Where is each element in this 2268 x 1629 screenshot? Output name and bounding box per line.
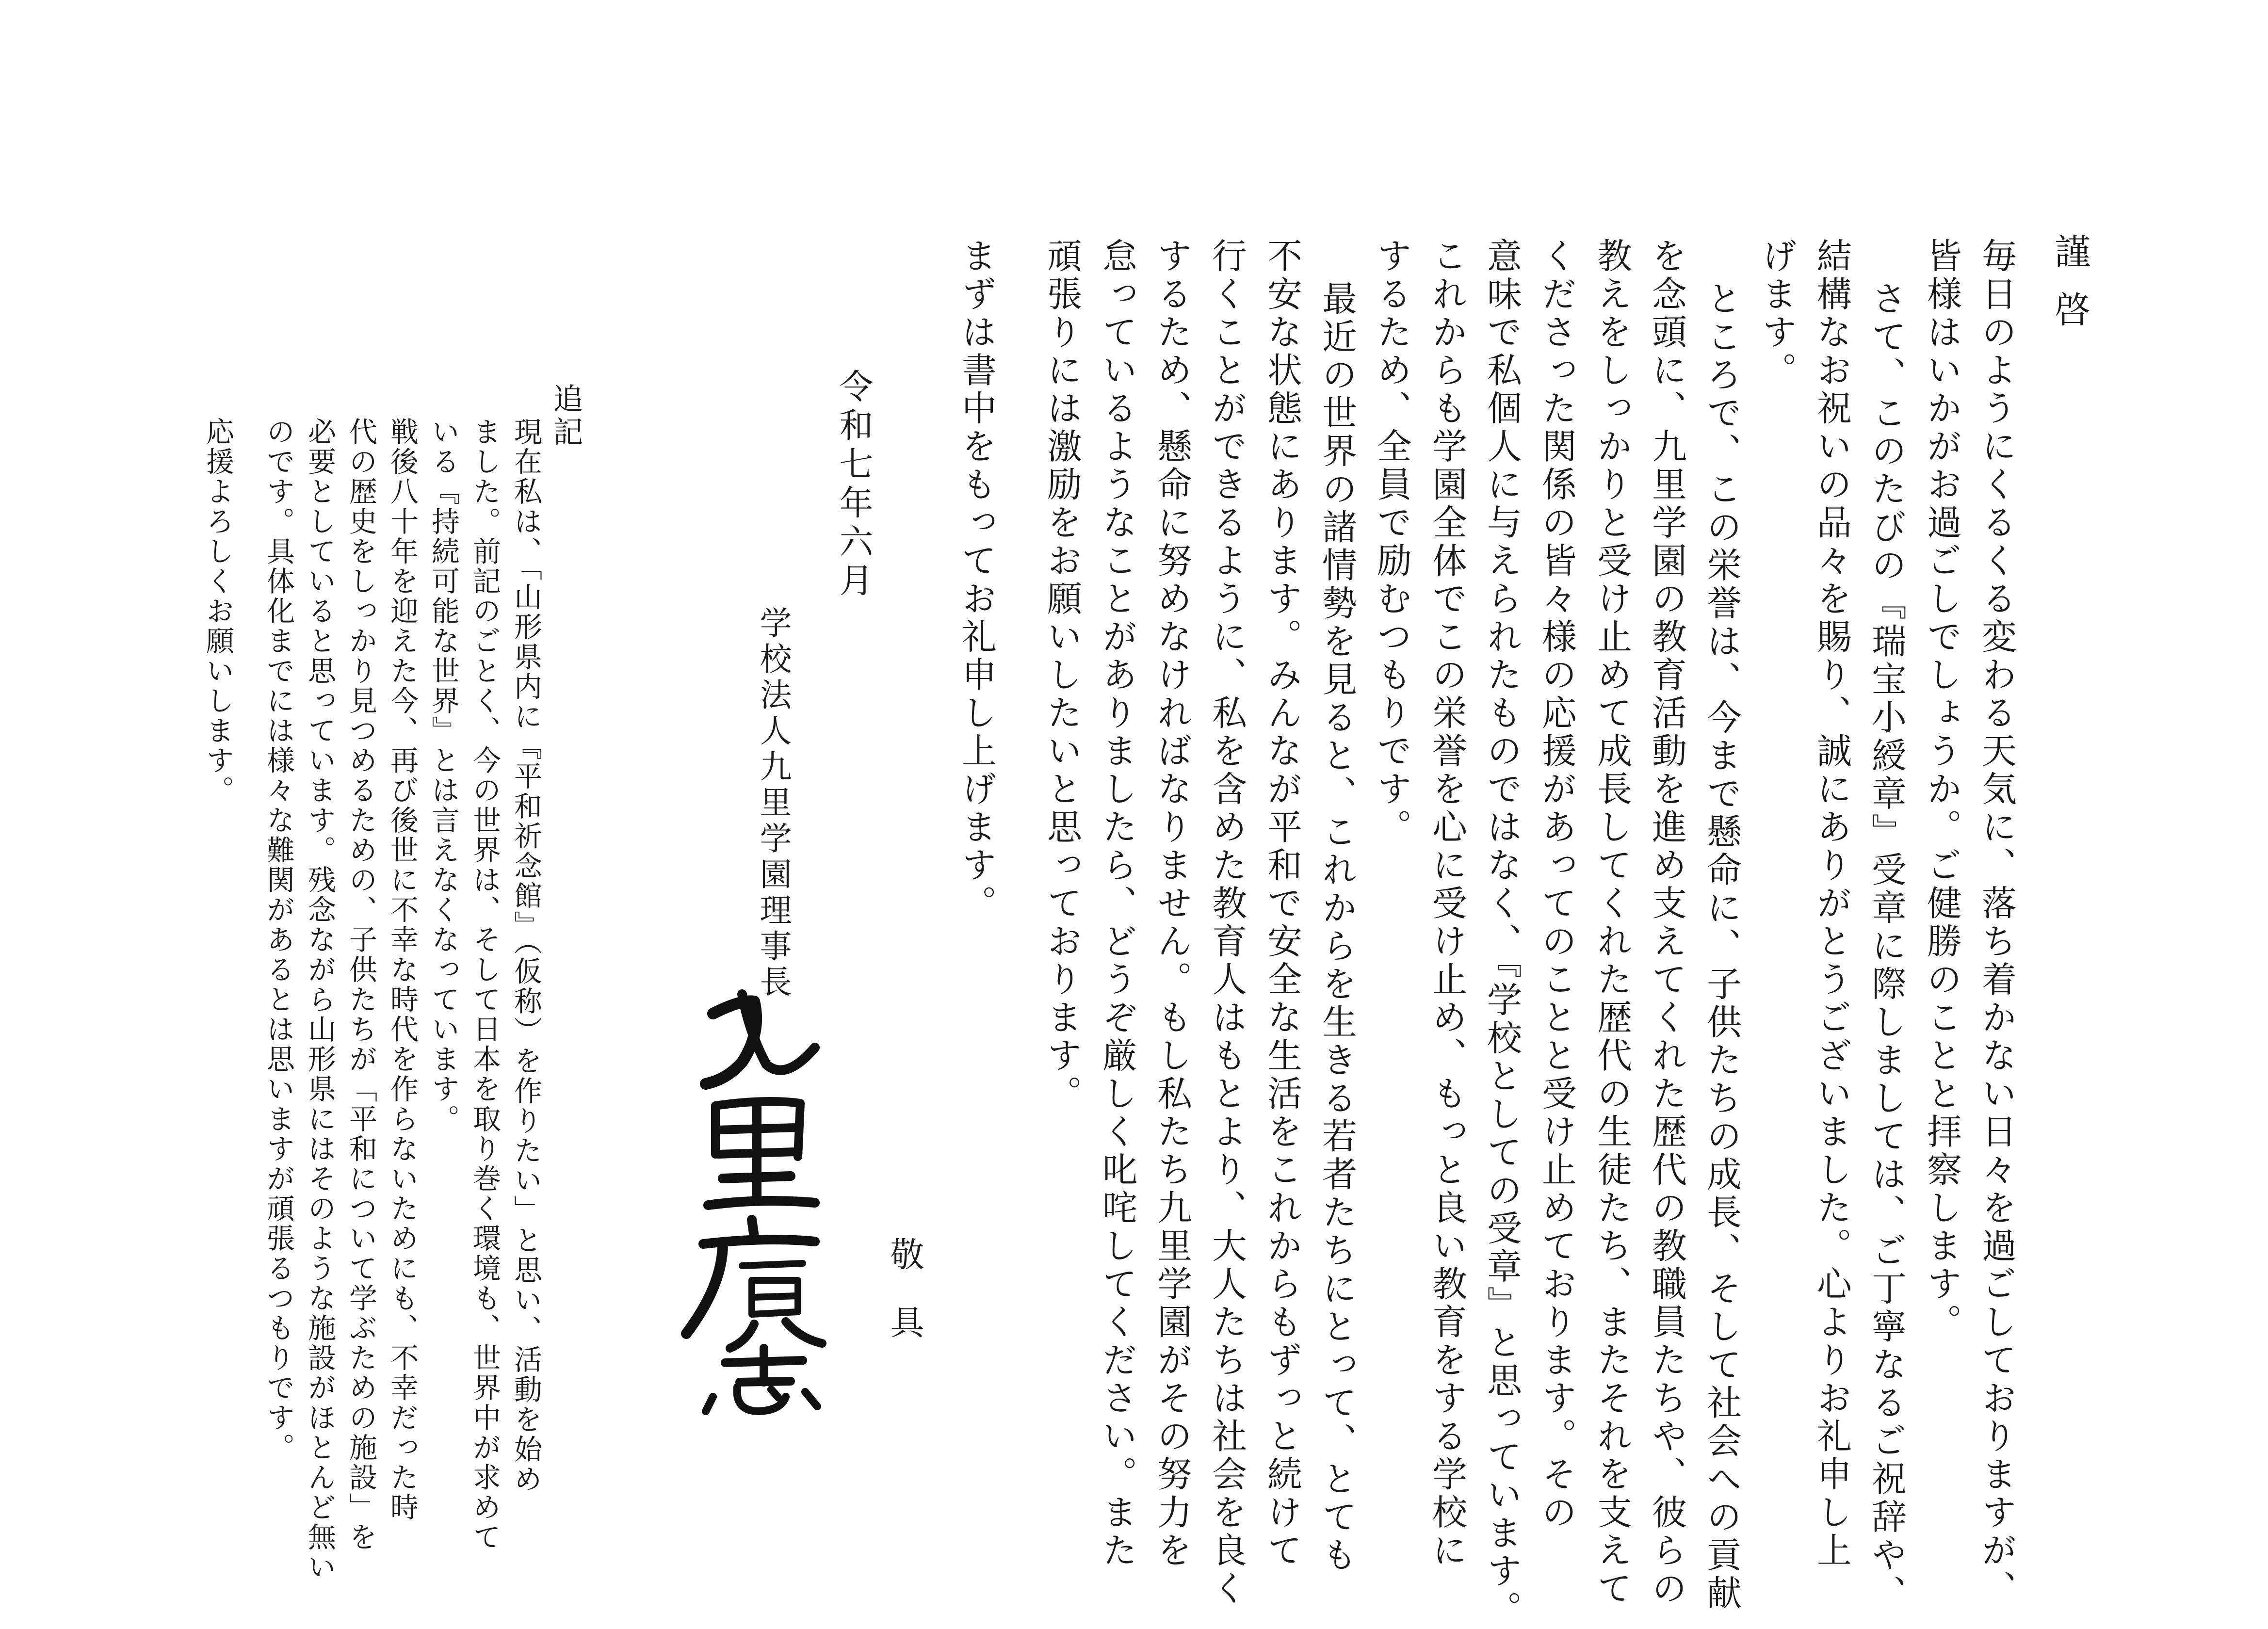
postscript-line: 必要としていると思っています。残念ながら山形県にはそのような施設がほとんど無い [303, 417, 336, 1582]
postscript-line: のです。具体化までには様々な難関があるとは思いますが頑張るつもりです。 [262, 417, 295, 1463]
body-line: これからも学園全体でこの栄誉を心に受け止め、もっと良い教育をする学校に [1426, 238, 1467, 1570]
body-line: 結構なお祝いの品々を賜り、誠にありがとうございました。心よりお礼申し上 [1811, 238, 1852, 1570]
body-line: を念頭に、九里学園の教育活動を進め支えてくれた歴代の教職員たちや、彼らの [1646, 238, 1687, 1608]
postscript-line: 代の歴史をしっかり見つめるための、子供たちが「平和について学ぶための施設」を [344, 417, 377, 1552]
body-line: まずは書中をもってお礼申し上げます。 [956, 238, 997, 923]
handwritten-signature [669, 980, 844, 1416]
body-line: 怠っているようなことがありましたら、どうぞ厳しく叱咤してください。また [1097, 238, 1137, 1570]
postscript-line: 応援よろしくお願いします。 [201, 417, 234, 806]
body-line: げます。 [1756, 238, 1797, 390]
body-line: ところで、この栄誉は、今まで懸命に、子供たちの成長、そして社会への貢献 [1701, 280, 1742, 1613]
postscript-line: ました。前記のごとく、今の世界は、そして日本を取り巻く環境も、世界中が求めて [468, 417, 501, 1552]
postscript-title: 追記 [548, 383, 583, 449]
body-line: するため、全員で励むつもりです。 [1371, 238, 1412, 847]
body-line: 意味で私個人に与えられたものではなく、『学校としての受章』と思っています。 [1481, 238, 1522, 1629]
body-line: 不安な状態にあります。みんなが平和で安全な生活をこれからもずっと続けて [1262, 238, 1302, 1570]
postscript-line: いる『持続可能な世界』とは言えなくなっています。 [427, 417, 460, 1134]
body-line: くださった関係の皆々様の応援があってのことと受け止めております。その [1536, 238, 1577, 1532]
body-line: 皆様はいかがお過ごしでしょうか。ご健勝のことと拝察します。 [1921, 238, 1962, 1342]
body-line: さて、このたびの『瑞宝小綬章』受章に際しましては、ご丁寧なるご祝辞や、 [1866, 280, 1907, 1613]
body-line: するため、懸命に努めなければなりません。もし私たち九里学園がその努力を [1151, 238, 1192, 1570]
body-line: 行くことができるように、私を含めた教育人はもとより、大人たちは社会を良く [1206, 238, 1247, 1608]
closing-keigu: 敬具 [885, 1237, 924, 1372]
body-line: 教えをしっかりと受け止めて成長してくれた歴代の生徒たち、またそれを支えて [1591, 238, 1632, 1608]
letter-heading: 謹啓 [2049, 233, 2090, 349]
body-line: 毎日のようにくるくる変わる天気に、落ち着かない日々を過ごしておりますが、 [1976, 238, 2017, 1608]
body-line: 最近の世界の諸情勢を見ると、これからを生きる若者たちにとって、とても [1316, 280, 1357, 1575]
sender-organization: 学校法人九里学園理事長 [754, 606, 792, 1001]
postscript-line: 現在私は、「山形県内に『平和祈念館』（仮称）を作りたい」と思い、活動を始め [509, 417, 542, 1495]
letter-date: 令和七年六月 [834, 369, 874, 601]
body-line: 頑張りには激励をお願いしたいと思っております。 [1041, 238, 1082, 1113]
postscript-line: 戦後八十年を迎えた今、再び後世に不幸な時代を作らないためにも、不幸だった時 [386, 417, 419, 1523]
